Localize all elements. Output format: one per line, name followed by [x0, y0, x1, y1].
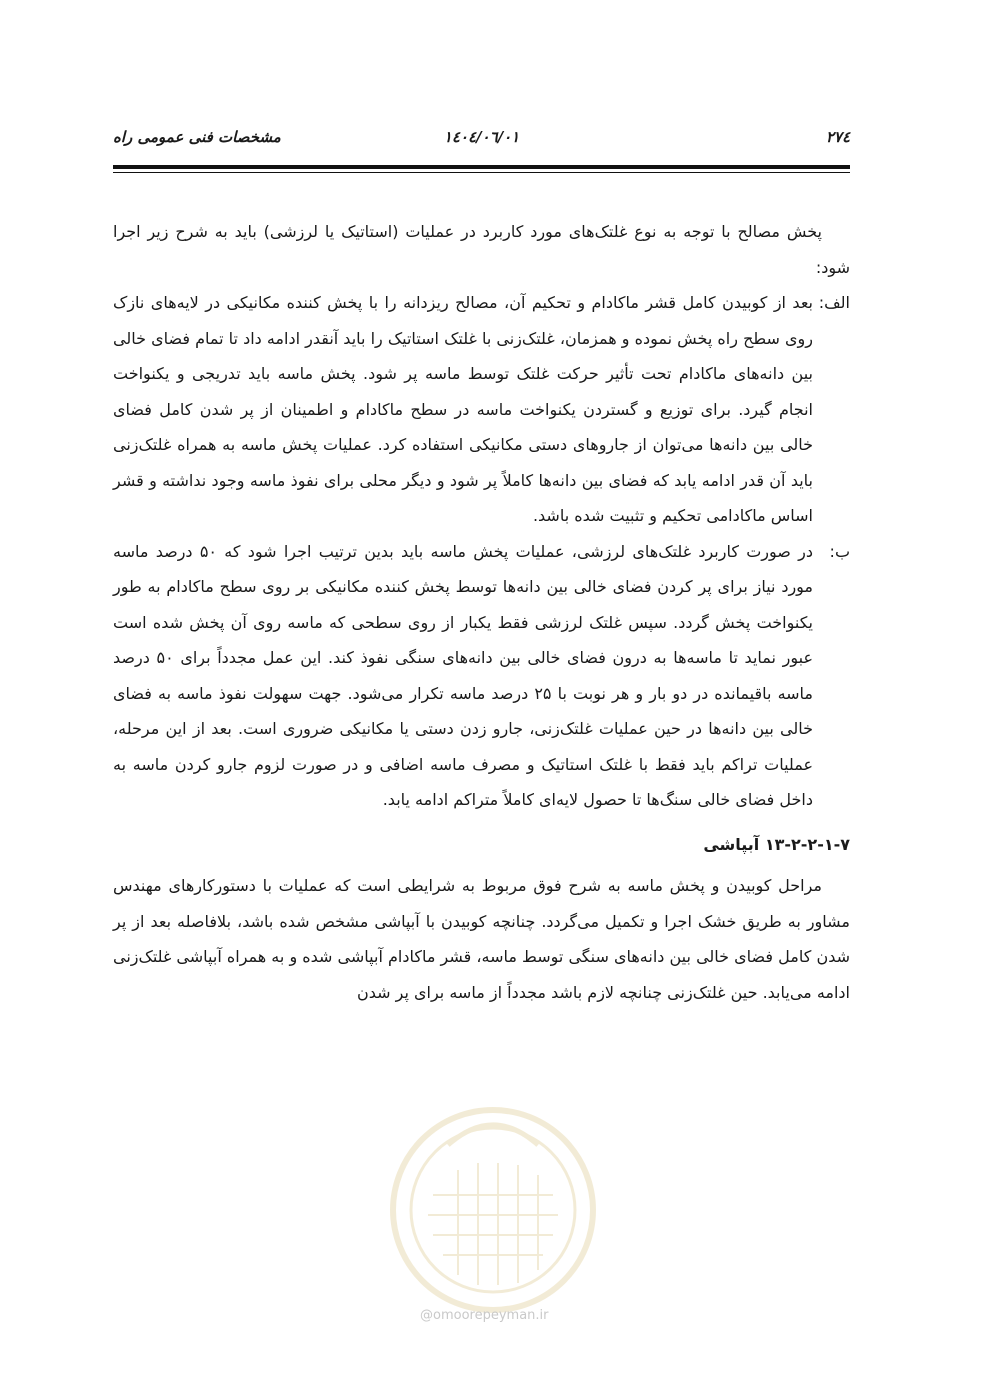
- header-rule-thin: [113, 172, 850, 173]
- item-a-text: بعد از کوبیدن کامل قشر ماکادام و تحکیم آن، مصالح ریزدانه را با پخش کننده مکانیکی در لایه‌های نازک روی سطح راه پخش نموده و همزمان، غلتک‌زنی با غلتک استاتیک را باید آنقدر ادامه داد تا تمام فضای خالی بین دانه‌های ماکادام تحت تأثیر حرکت غلتک توسط ماسه پر شود. پخش ماسه باید تدریجی و یکنواخت انجام گیرد. برای توزیع و گستردن یکنواخت ماسه در سطح ماکادام و اطمینان از پر شدن کامل فضای خالی بین دانه‌ها می‌توان از جاروهای دستی مکانیکی استفاده کرد. عملیات پخش ماسه به همراه غلتک‌زنی باید آن قدر ادامه یابد که فضای بین دانه‌ها کاملاً پر شود و دیگر محلی برای نفوذ ماسه وجود نداشته و قشر اساس ماکادامی تحکیم و تثبیت شده باشد.: [113, 293, 813, 525]
- watering-paragraph: مراحل کوبیدن و پخش ماسه به شرح فوق مربوط به شرایطی است که عملیات با دستورکارهای مهندس مشاور به طریق خشک اجرا و تکمیل می‌گردد. چنانچه کوبیدن با آبپاشی مشخص شده باشد، بلافاصله بعد از پر شدن کامل فضای خالی بین دانه‌های سنگی توسط ماسه، قشر ماکادام آبپاشی شده و به همراه آبپاشی غلتک‌زنی ادامه می‌یابد. حین غلتک‌زنی چنانچه لازم باشد مجدداً از ماسه برای پر شدن: [113, 876, 850, 1002]
- section-heading: ۱۳-۲-۲-۱-۷ آبپاشی: [703, 834, 850, 854]
- page-number: ۲۷٤: [825, 128, 850, 146]
- header-date: ۱٤۰٤/۰٦/۰۱: [443, 128, 520, 146]
- intro-paragraph: پخش مصالح با توجه به نوع غلتک‌های مورد کاربرد در عملیات (استاتیک یا لرزشی) باید به شرح زیر اجرا شود:: [113, 222, 850, 277]
- item-b-marker: ب:: [829, 541, 850, 561]
- watermark-logo-icon: [378, 1075, 608, 1345]
- header-rule-thick: [113, 165, 850, 169]
- list-item-a: [113, 285, 850, 534]
- item-a-marker: الف:: [818, 293, 850, 312]
- header-title: مشخصات فنی عمومی راه: [113, 128, 281, 146]
- list-item-b: [113, 534, 850, 818]
- item-b-text: در صورت کاربرد غلتک‌های لرزشی، عملیات پخش ماسه باید بدین ترتیب اجرا شود که ۵۰ درصد ماسه مورد نیاز برای پر کردن فضای خالی بین دانه‌ها توسط پخش کننده مکانیکی بر روی سطح ماکادام به طور یکنواخت پخش گردد. سپس غلتک لرزشی فقط یکبار از روی سطحی که ماسه روی آن پخش شده است عبور نماید تا ماسه‌ها به درون فضای خالی بین دانه‌های سنگی نفوذ کند. این عمل مجدداً برای ۵۰ درصد ماسه باقیمانده در دو بار و هر نوبت با ۲۵ درصد ماسه تکرار می‌شود. جهت سهولت نفوذ ماسه به فضای خالی بین دانه‌ها در حین عملیات غلتک‌زنی، جارو زدن دستی یا مکانیکی ضروری است. بعد از این مرحله، عملیات تراکم باید فقط با غلتک استاتیک و مصرف ماسه اضافی و در صورت لزوم جارو کردن ماسه به داخل فضای خالی سنگ‌ها تا حصول لایه‌ای کاملاً متراکم ادامه یابد.: [113, 541, 814, 809]
- watermark-text: @omoorepeyman.ir: [420, 1308, 549, 1323]
- page-header: [113, 128, 850, 154]
- page-body: [113, 214, 850, 1010]
